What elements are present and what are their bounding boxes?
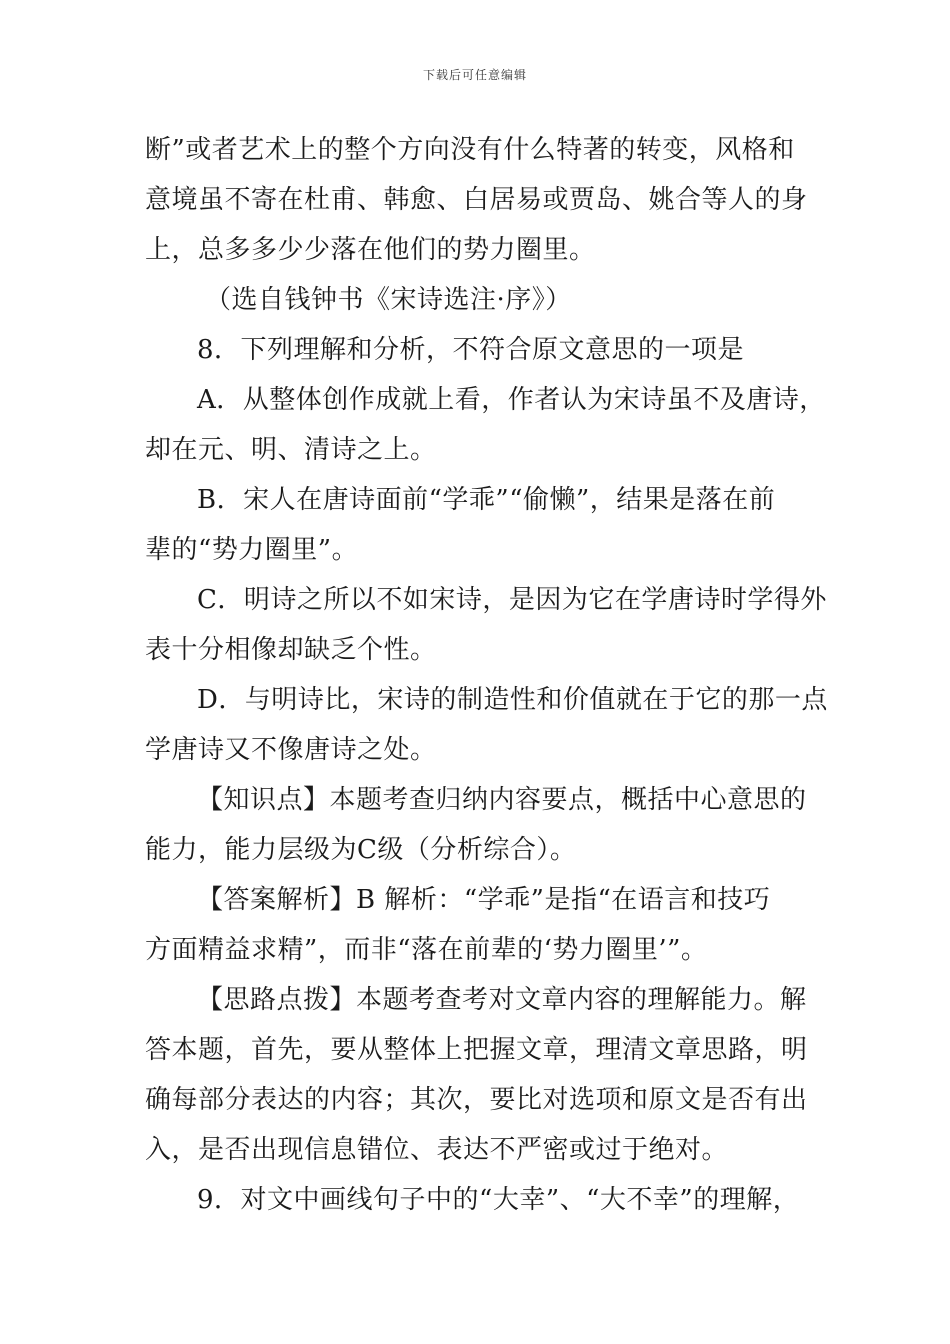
answer-analysis-continued: 方面精益求精”，而非“落在前辈的‘势力圈里’”。: [145, 935, 708, 965]
text-line: 上，总多多少少落在他们的势力圈里。: [145, 235, 596, 265]
question-9-stem: 9．对文中画线句子中的“大幸”、“大不幸”的理解，: [197, 1185, 800, 1215]
source-citation: （选自钱钟书《宋诗选注·序》）: [205, 285, 572, 315]
option-c: C．明诗之所以不如宋诗，是因为它在学唐诗时学得外: [197, 585, 827, 615]
page-header: 下载后可任意编辑: [422, 68, 527, 82]
text-line: 断”或者艺术上的整个方向没有什么特著的转变，风格和: [145, 135, 795, 165]
knowledge-point: 【知识点】本题考查归纳内容要点，概括中心意思的: [197, 785, 807, 815]
answer-analysis: 【答案解析】B 解析：“学乖”是指“在语言和技巧: [197, 885, 771, 915]
approach-hint: 【思路点拨】本题考查考对文章内容的理解能力。解: [197, 985, 807, 1015]
approach-hint-continued: 答本题，首先，要从整体上把握文章，理清文章思路，明: [145, 1035, 808, 1065]
option-d-continued: 学唐诗又不像唐诗之处。: [145, 735, 437, 765]
option-a: A．从整体创作成就上看，作者认为宋诗虽不及唐诗，: [197, 385, 826, 415]
question-8-stem: 8．下列理解和分析，不符合原文意思的一项是: [197, 335, 745, 365]
text-line: 意境虽不寄在杜甫、韩愈、白居易或贾岛、姚合等人的身: [145, 185, 808, 215]
approach-hint-continued: 入，是否出现信息错位、表达不严密或过于绝对。: [145, 1135, 729, 1165]
document-body: [145, 125, 828, 1225]
option-b: B．宋人在唐诗面前“学乖”“偷懒”，结果是落在前: [197, 485, 776, 515]
knowledge-point-continued: 能力，能力层级为C级（分析综合）。: [145, 835, 577, 865]
option-c-continued: 表十分相像却缺乏个性。: [145, 635, 437, 665]
option-d: D．与明诗比，宋诗的制造性和价值就在于它的那一点: [197, 685, 828, 715]
option-b-continued: 辈的“势力圈里”。: [145, 535, 359, 565]
approach-hint-continued: 确每部分表达的内容；其次，要比对选项和原文是否有出: [145, 1085, 808, 1115]
option-a-continued: 却在元、明、清诗之上。: [145, 435, 437, 465]
